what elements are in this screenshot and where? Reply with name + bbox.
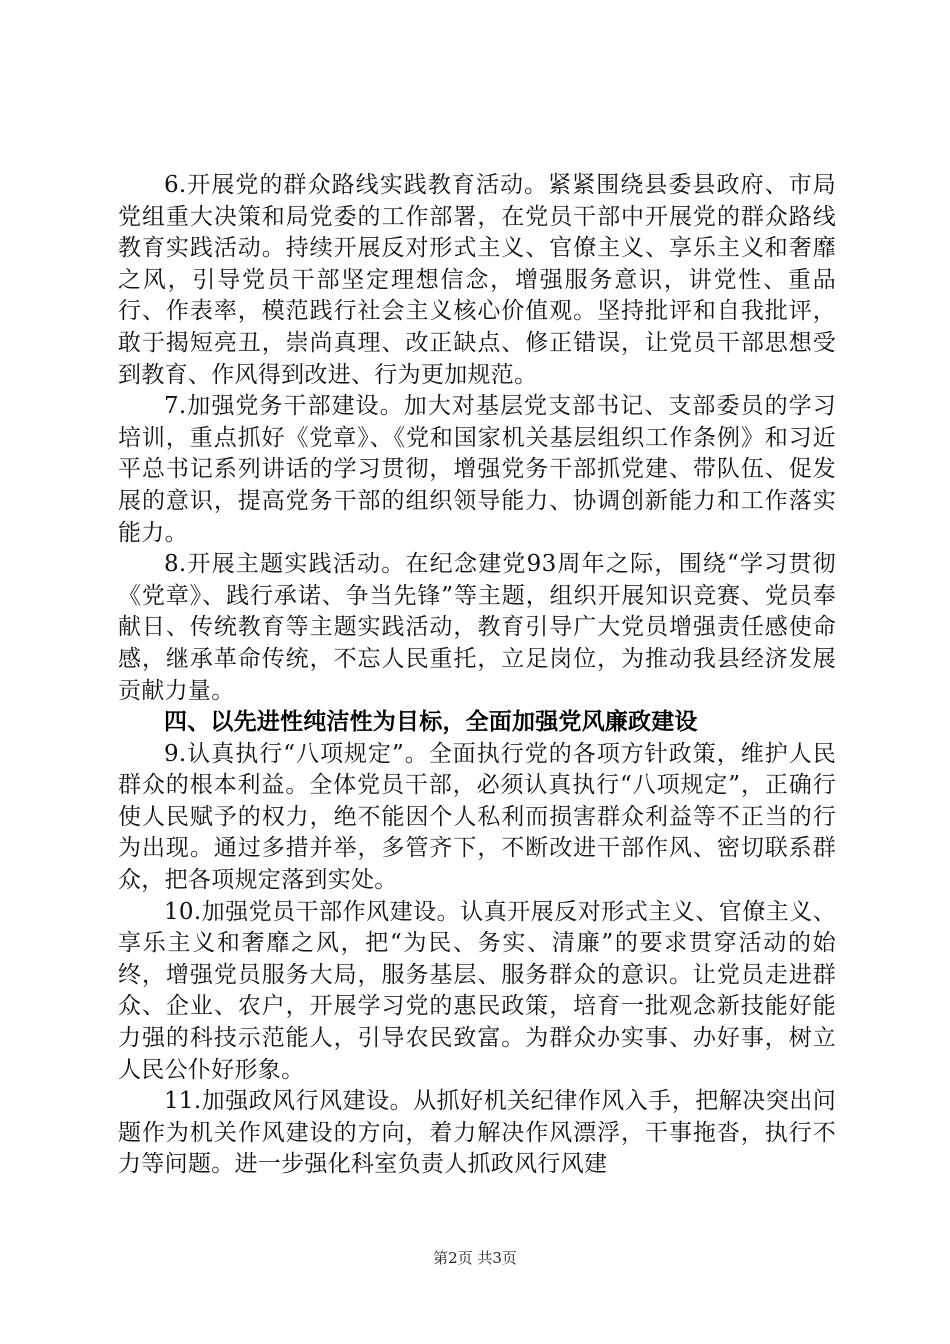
paragraph-9: 9.认真执行“八项规定”。全面执行党的各项方针政策，维护人民群众的根本利益。全体党员干部，必须认真执行“八项规定”，正确行使人民赋予的权力，绝不能因个人私利而损害群众利益等不正当的行为出现。通过多措并举，多管齐下，不断改进干部作风、密切联系群众，把各项规定落到实处。	[118, 740, 836, 894]
paragraph-6: 6.开展党的群众路线实践教育活动。紧紧围绕县委县政府、市局党组重大决策和局党委的工作部署，在党员干部中开展党的群众路线教育实践活动。持续开展反对形式主义、官僚主义、享乐主义和奢靡之风，引导党员干部坚定理想信念，增强服务意识，讲党性、重品行、作表率，模范践行社会主义核心价值观。坚持批评和自我批评，敢于揭短亮丑，崇尚真理、改正缺点、修正错误，让党员干部思想受到教育、作风得到改进、行为更加规范。	[118, 172, 836, 388]
page-footer: 第2页 共3页	[433, 1249, 517, 1267]
paragraph-11: 11.加强政风行风建设。从抓好机关纪律作风入手，把解决突出问题作为机关作风建设的方向，着力解决作风漂浮，干事拖沓，执行不力等问题。进一步强化科室负责人抓政风行风建	[118, 1088, 836, 1178]
paragraph-7: 7.加强党务干部建设。加大对基层党支部书记、支部委员的学习培训，重点抓好《党章》、《党和国家机关基层组织工作条例》和习近平总书记系列讲话的学习贯彻，增强党务干部抓党建、带队伍、促发展的意识，提高党务干部的组织领导能力、协调创新能力和工作落实能力。	[118, 393, 836, 546]
section-heading: 四、以先进性纯洁性为目标，全面加强党风廉政建设	[164, 709, 698, 736]
paragraph-10: 10.加强党员干部作风建设。认真开展反对形式主义、官僚主义、享乐主义和奢靡之风，把“为民、务实、清廉”的要求贯穿活动的始终，增强党员服务大局，服务基层、服务群众的意识。让党员走进群众、企业、农户，开展学习党的惠民政策，培育一批观念新技能好能力强的科技示范能人，引导农民致富。为群众办实事、办好事，树立人民公仆好形象。	[118, 898, 836, 1083]
paragraph-8: 8.开展主题实践活动。在纪念建党93周年之际，围绕“学习贯彻《党章》、践行承诺、争当先锋”等主题，组织开展知识竞赛、党员奉献日、传统教育等主题实践活动，教育引导广大党员增强责任感使命感，继承革命传统，不忘人民重托，立足岗位，为推动我县经济发展贡献力量。	[118, 551, 836, 704]
document-body	[118, 170, 836, 1181]
